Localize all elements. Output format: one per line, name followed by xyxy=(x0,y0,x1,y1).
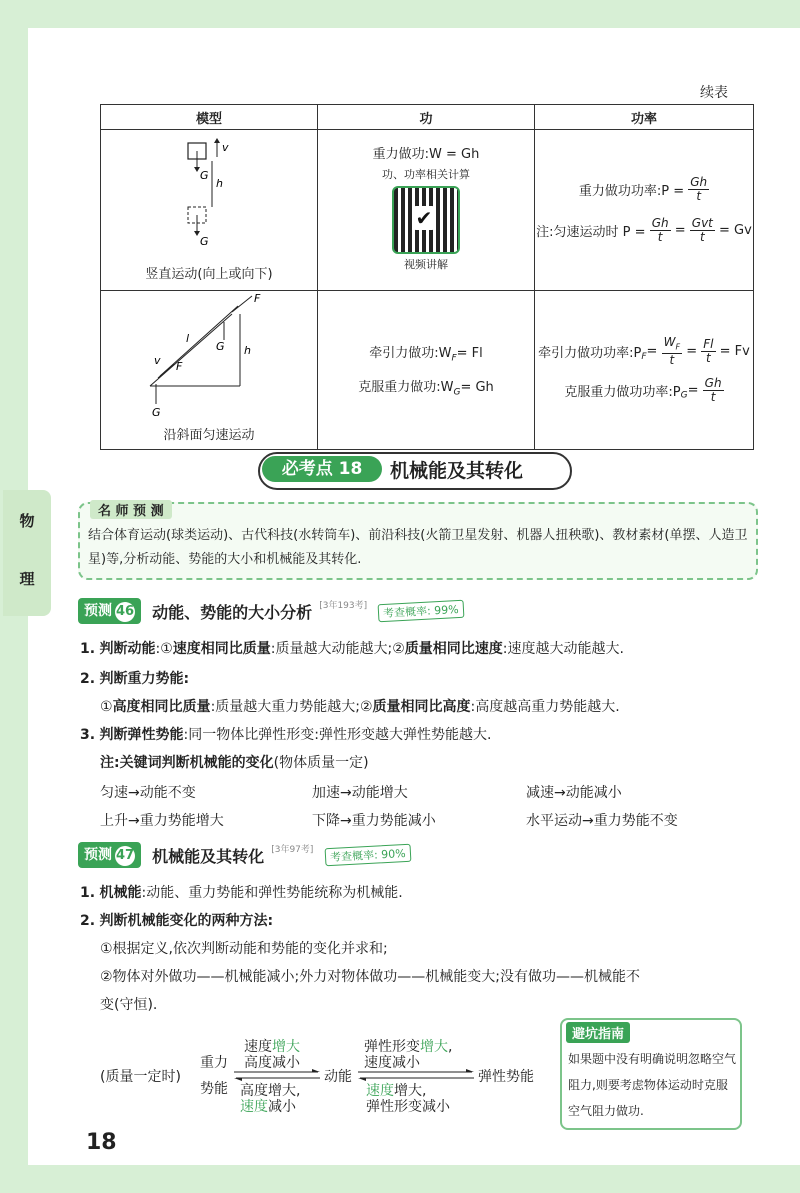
text: :同一物体比弹性形变:弹性形变越大弹性势能越大. xyxy=(183,727,492,743)
item-number: 1. xyxy=(80,641,96,657)
arrowhead xyxy=(312,1069,320,1072)
page-number: 18 xyxy=(86,1130,117,1155)
gravity-overcome-power-fraction xyxy=(703,377,724,404)
arrow-a-bottom-2 xyxy=(240,1096,296,1116)
prediction-tag-text: 预测 xyxy=(84,847,112,863)
gravity-power-cell xyxy=(535,130,754,291)
note-fraction-2 xyxy=(690,217,715,244)
bold-term: 判断机械能变化的两种方法: xyxy=(99,913,274,929)
subscript: G xyxy=(453,387,461,398)
table-row xyxy=(101,291,754,450)
note-tail: = Gv xyxy=(719,223,752,238)
text: (物体质量一定) xyxy=(273,755,369,771)
frac-denominator: t xyxy=(710,390,716,405)
table-header-row xyxy=(101,105,754,130)
bold-term: 判断重力势能 xyxy=(99,671,184,687)
g-label-incline-top: G xyxy=(216,340,225,353)
traction-power-fraction-2 xyxy=(701,338,715,365)
grid-cell: 下降→重力势能减小 xyxy=(312,813,436,829)
frac-numerator: Gh xyxy=(704,376,722,391)
bold-term: 质量相同比速度 xyxy=(404,641,503,657)
prediction-title: 动能、势能的大小分析 xyxy=(152,602,313,622)
text: :高度越高重力势能越大. xyxy=(470,699,620,715)
equals-sign: = xyxy=(674,223,686,238)
qr-title: 功、功率相关计算 xyxy=(382,167,470,181)
text: 速度 xyxy=(244,1039,272,1055)
gravity-overcome-label: 克服重力做功:W xyxy=(358,380,454,395)
grid-cell: 上升→重力势能增大 xyxy=(100,813,224,829)
p47-line-1 xyxy=(80,882,403,902)
subscript: G xyxy=(680,390,688,401)
grid-cell: 减速→动能减小 xyxy=(526,785,622,801)
frac-numerator xyxy=(662,336,682,354)
gravity-work-cell xyxy=(318,130,535,291)
table-row xyxy=(101,130,754,291)
bottom-band xyxy=(0,1165,800,1193)
pitfall-tip-box xyxy=(560,1018,742,1130)
item-number: 3. xyxy=(80,727,96,743)
p46-line-2 xyxy=(80,668,189,688)
side-tab-char-2: 理 xyxy=(19,570,35,588)
frac-numerator: Gvt xyxy=(691,216,713,230)
g-label-top: G xyxy=(200,169,209,182)
vertical-motion-diagram xyxy=(102,135,314,263)
frac-denominator: t xyxy=(706,351,711,365)
p46-line-2a xyxy=(100,696,620,716)
text: 减小 xyxy=(268,1099,296,1115)
frac-denominator: t xyxy=(696,189,702,203)
grid-cell: 水平运动→重力势能不变 xyxy=(526,813,678,829)
diagram-prefix: (质量一定时) xyxy=(100,1069,181,1085)
colon: : xyxy=(183,671,190,687)
note-label: 注:匀速运动时 P = xyxy=(536,225,646,240)
prediction-47-heading xyxy=(78,842,410,868)
traction-work-tail: = Fl xyxy=(456,346,483,362)
elastic-pe-label: 弹性势能 xyxy=(478,1069,534,1085)
table-header-power: 功率 xyxy=(535,105,754,130)
v-label: v xyxy=(222,141,229,154)
arrowhead xyxy=(466,1069,474,1072)
exam-frequency: [3年193考] xyxy=(319,601,368,611)
uniform-motion-note xyxy=(536,217,752,244)
h-label: h xyxy=(216,177,223,190)
teacher-prediction-label: 名 师 预 测 xyxy=(90,500,172,519)
grid-cell: 加速→动能增大 xyxy=(312,785,408,801)
f-label-top: F xyxy=(254,294,261,305)
prediction-tag xyxy=(78,598,141,624)
exam-probability-stamp: 考查概率: 90% xyxy=(324,844,410,866)
note-fraction-1 xyxy=(650,217,671,244)
vertical-motion-cell xyxy=(101,130,318,291)
l-label: l xyxy=(186,332,190,345)
gravity-overcome-tail: = Gh xyxy=(460,380,494,395)
prediction-tag xyxy=(78,842,141,868)
equals-sign: = xyxy=(646,344,658,359)
check-icon: ✔ xyxy=(412,206,436,230)
text: , xyxy=(448,1039,453,1055)
section-pill: 必考点 18 xyxy=(262,456,382,482)
gravity-pe-label-1: 重力 xyxy=(200,1055,228,1071)
p46-line-1 xyxy=(80,638,624,658)
f-arrow-top xyxy=(232,296,252,312)
section-title: 机械能及其转化 xyxy=(390,460,524,482)
incline-motion-cell xyxy=(101,291,318,450)
highlight: 增大 xyxy=(272,1039,300,1055)
method-2-cont: 变(守恒). xyxy=(100,997,158,1013)
subscript: F xyxy=(675,342,681,352)
pitfall-tip-label: 避坑指南 xyxy=(566,1022,630,1043)
incline-motion-diagram xyxy=(102,294,314,422)
text: ① xyxy=(100,699,113,715)
incline-motion-caption: 沿斜面匀速运动 xyxy=(163,428,255,443)
prediction-title: 机械能及其转化 xyxy=(152,846,265,866)
frac-denominator: t xyxy=(699,230,705,244)
highlight: 速度 xyxy=(366,1083,394,1099)
subscript: F xyxy=(641,351,647,362)
traction-power-tail: = Fv xyxy=(719,344,750,359)
prediction-number: 46 xyxy=(115,602,135,622)
gravity-power-label: 重力做功功率:P = xyxy=(578,184,685,199)
item-number: 1. xyxy=(80,885,96,901)
gravity-power-formula xyxy=(536,176,752,203)
vertical-motion-caption: 竖直运动(向上或向下) xyxy=(145,267,273,282)
p46-note xyxy=(100,752,369,772)
subject-side-tab xyxy=(3,490,51,616)
exam-frequency: [3年97考] xyxy=(271,845,314,855)
gravity-pe-label-2: 势能 xyxy=(200,1081,228,1097)
table-header-model: 模型 xyxy=(101,105,318,130)
arrow-b-bottom-2: 弹性形变减小 xyxy=(366,1099,450,1115)
frac-numerator: Gh xyxy=(690,175,708,189)
bold-term: 速度相同比质量 xyxy=(172,641,271,657)
gravity-power-fraction xyxy=(688,176,709,203)
table-header-work: 功 xyxy=(318,105,535,130)
v-arrowhead xyxy=(214,138,220,143)
text: :动能、重力势能和弹性势能统称为机械能. xyxy=(141,885,403,901)
arrowhead xyxy=(358,1078,366,1081)
arrow-a-bottom-1: 高度增大, xyxy=(240,1083,301,1099)
text: :质量越大重力势能越大;② xyxy=(210,699,373,715)
frac-text: W xyxy=(663,334,676,349)
frac-denominator: t xyxy=(669,353,675,368)
traction-power-label: 牵引力做功功率:P xyxy=(538,346,642,361)
gravity-overcome-power-formula xyxy=(536,377,752,404)
bold-term: 注:关键词判断机械能的变化 xyxy=(100,755,274,771)
traction-work-label: 牵引力做功:W xyxy=(369,346,452,362)
kinetic-energy-label: 动能 xyxy=(324,1069,352,1085)
bold-term: 机械能 xyxy=(99,885,142,901)
p47-line-2 xyxy=(80,910,273,930)
top-band xyxy=(0,0,800,28)
grid-cell: 匀速→动能不变 xyxy=(100,785,196,801)
incline-work-cell xyxy=(318,291,535,450)
gravity-overcome-work-formula xyxy=(319,376,533,398)
g-label-bottom: G xyxy=(200,235,209,248)
bold-term: 质量相同比高度 xyxy=(372,699,471,715)
text: :速度越大动能越大. xyxy=(502,641,624,657)
text: 弹性形变 xyxy=(364,1039,420,1055)
f-label-bottom: F xyxy=(176,360,183,373)
gravity-work-formula: 重力做功:W = Gh xyxy=(372,146,480,162)
p46-line-3 xyxy=(80,724,491,744)
frac-numerator: Gh xyxy=(651,216,669,230)
frac-denominator: t xyxy=(657,230,663,244)
traction-power-fraction-1 xyxy=(662,336,682,367)
equals-sign: = xyxy=(687,383,699,399)
highlight: 增大 xyxy=(420,1039,448,1055)
exam-probability-stamp: 考查概率: 99% xyxy=(378,600,464,622)
h-label-incline: h xyxy=(244,344,251,357)
teacher-prediction-text: 结合体育运动(球类运动)、古代科技(水转筒车)、前沿科技(火箭卫星发射、机器人扭秧歌)、教材素材(单摆、人造卫星)等,分析动能、势能的大小和机械能及其转化. xyxy=(88,528,748,567)
equals-sign: = xyxy=(686,344,698,359)
model-table xyxy=(100,104,754,450)
traction-work-formula xyxy=(319,342,533,364)
continued-label: 续表 xyxy=(700,85,728,101)
arrow-b-top-2: 速度减小 xyxy=(364,1055,420,1071)
subscript: F xyxy=(451,354,457,364)
qr-code[interactable] xyxy=(392,186,460,254)
highlight: 速度 xyxy=(240,1099,268,1115)
text: :质量越大动能越大;② xyxy=(270,641,405,657)
section-header xyxy=(258,452,572,490)
incline-power-cell xyxy=(535,291,754,450)
qr-caption: 视频讲解 xyxy=(404,257,448,271)
pitfall-tip-text: 如果题中没有明确说明忽略空气阻力,则要考虑物体运动时克服空气阻力做功. xyxy=(568,1052,737,1118)
bold-term: 判断弹性势能 xyxy=(99,727,184,743)
prediction-number: 47 xyxy=(115,846,135,866)
text: :① xyxy=(155,641,173,657)
prediction-tag-text: 预测 xyxy=(84,603,112,619)
g-label-incline-bottom: G xyxy=(152,406,161,419)
frac-numerator: Fl xyxy=(703,337,714,351)
text: 增大, xyxy=(394,1083,427,1099)
method-2: ②物体对外做功——机械能减小;外力对物体做功——机械能变大;没有做功——机械能不 xyxy=(100,969,640,985)
teacher-prediction-box xyxy=(78,502,758,580)
method-1: ①根据定义,依次判断动能和势能的变化并求和; xyxy=(100,941,388,957)
side-tab-char-1: 物 xyxy=(19,512,35,530)
gravity-overcome-power-label: 克服重力做功功率:P xyxy=(564,385,681,401)
v-label-incline: v xyxy=(154,354,161,367)
arrow-a-top-2: 高度减小 xyxy=(244,1055,300,1071)
bold-term: 判断动能 xyxy=(99,641,156,657)
traction-power-formula xyxy=(536,336,752,367)
item-number: 2. xyxy=(80,671,96,687)
prediction-46-heading xyxy=(78,598,464,624)
bold-term: 高度相同比质量 xyxy=(112,699,211,715)
item-number: 2. xyxy=(80,913,96,929)
